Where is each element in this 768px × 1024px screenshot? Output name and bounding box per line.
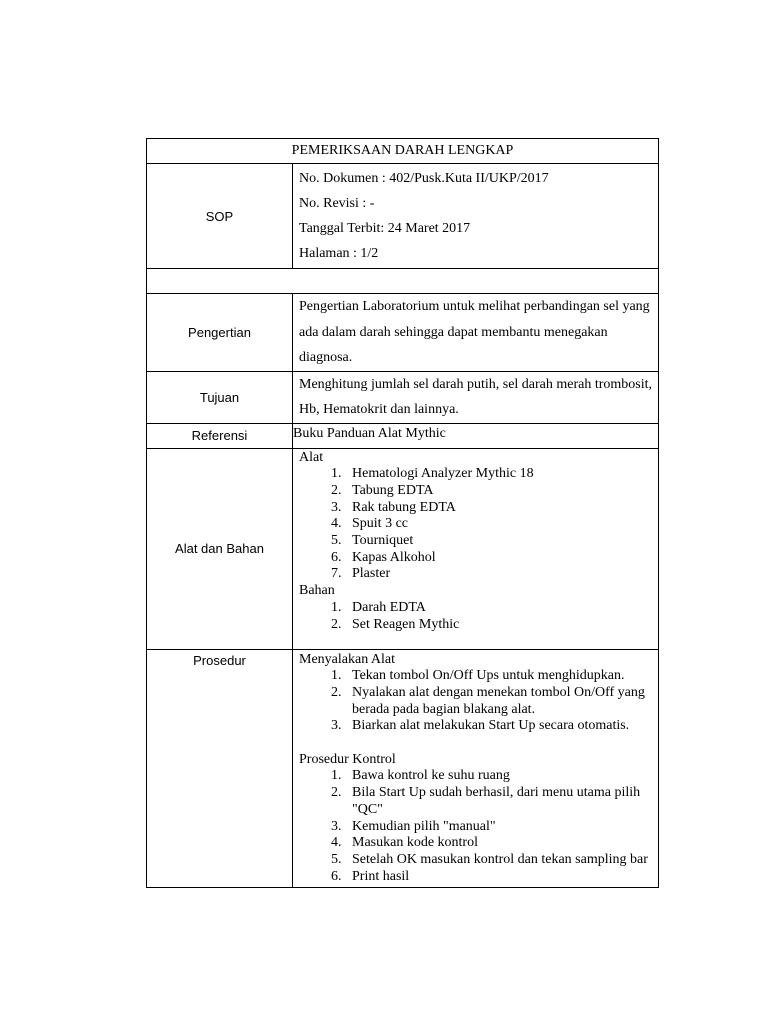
kontrol-list xyxy=(299,768,652,885)
referensi-label: Referensi xyxy=(147,423,293,448)
list-item: 6. Print hasil xyxy=(345,869,652,886)
list-item: 6. Kapas Alkohol xyxy=(345,550,658,567)
tujuan-text xyxy=(293,371,659,423)
list-item: 3. Kemudian pilih "manual" xyxy=(345,819,652,836)
prosedur-label: Prosedur xyxy=(147,649,293,888)
section-gap xyxy=(299,735,652,752)
sop-row xyxy=(147,164,659,269)
no-revisi: No. Revisi : - xyxy=(299,196,375,211)
list-item: 4. Masukan kode kontrol xyxy=(345,835,652,852)
menyalakan-list xyxy=(299,668,652,735)
pengertian-label: Pengertian xyxy=(147,294,293,372)
list-item: 5. Tourniquet xyxy=(345,533,658,550)
pengertian-text xyxy=(293,294,659,372)
list-item: 1. Hematologi Analyzer Mythic 18 xyxy=(345,466,658,483)
alat-bahan-row xyxy=(147,448,659,649)
tujuan-row xyxy=(147,371,659,423)
list-item: 7. Plaster xyxy=(345,566,658,583)
list-item: 5. Setelah OK masukan kontrol dan tekan sampling bar xyxy=(345,852,652,869)
list-item: 1. Darah EDTA xyxy=(345,600,658,617)
menyalakan-heading: Menyalakan Alat xyxy=(299,651,396,667)
sop-label: SOP xyxy=(147,164,293,269)
alat-bahan-content xyxy=(293,448,659,649)
alat-list xyxy=(299,466,658,583)
pengertian-row xyxy=(147,294,659,372)
tujuan-label: Tujuan xyxy=(147,371,293,423)
document-info xyxy=(293,164,659,269)
kontrol-heading: Prosedur Kontrol xyxy=(299,751,396,767)
bahan-list xyxy=(299,600,658,633)
list-item: 3. Biarkan alat melakukan Start Up secara otomatis. xyxy=(345,718,652,735)
bahan-heading: Bahan xyxy=(299,583,335,599)
list-item: 2. Bila Start Up sudah berhasil, dari menu utama pilih "QC" xyxy=(345,785,652,818)
halaman: Halaman : 1/2 xyxy=(299,246,379,261)
alat-bahan-label: Alat dan Bahan xyxy=(147,448,293,649)
list-item: 4. Spuit 3 cc xyxy=(345,516,658,533)
list-item: 2. Set Reagen Mythic xyxy=(345,617,658,634)
document-title: PEMERIKSAAN DARAH LENGKAP xyxy=(147,139,659,164)
list-item: 1. Bawa kontrol ke suhu ruang xyxy=(345,768,652,785)
alat-heading: Alat xyxy=(299,449,324,465)
pengertian-body: Pengertian Laboratorium untuk melihat perbandingan sel yang ada dalam darah sehingga dapat membantu menegakan diagnosa. xyxy=(299,299,650,365)
list-item: 3. Rak tabung EDTA xyxy=(345,500,658,517)
list-item: 1. Tekan tombol On/Off Ups untuk menghidupkan. xyxy=(345,668,652,685)
spacer-row xyxy=(147,269,659,294)
sop-table xyxy=(146,138,659,888)
title-row xyxy=(147,139,659,164)
spacer-cell xyxy=(147,269,659,294)
prosedur-content xyxy=(293,649,659,888)
tujuan-body: Menghitung jumlah sel darah putih, sel darah merah trombosit, Hb, Hematokrit dan lainnya. xyxy=(299,376,653,417)
tanggal-terbit: Tanggal Terbit: 24 Maret 2017 xyxy=(299,221,471,236)
list-item: 2. Tabung EDTA xyxy=(345,483,658,500)
referensi-row xyxy=(147,423,659,448)
referensi-text: Buku Panduan Alat Mythic xyxy=(293,423,659,448)
list-item: 2. Nyalakan alat dengan menekan tombol On/Off yang berada pada bagian blakang alat. xyxy=(345,685,652,718)
no-dokumen: No. Dokumen : 402/Pusk.Kuta II/UKP/2017 xyxy=(299,171,549,186)
prosedur-row xyxy=(147,649,659,888)
